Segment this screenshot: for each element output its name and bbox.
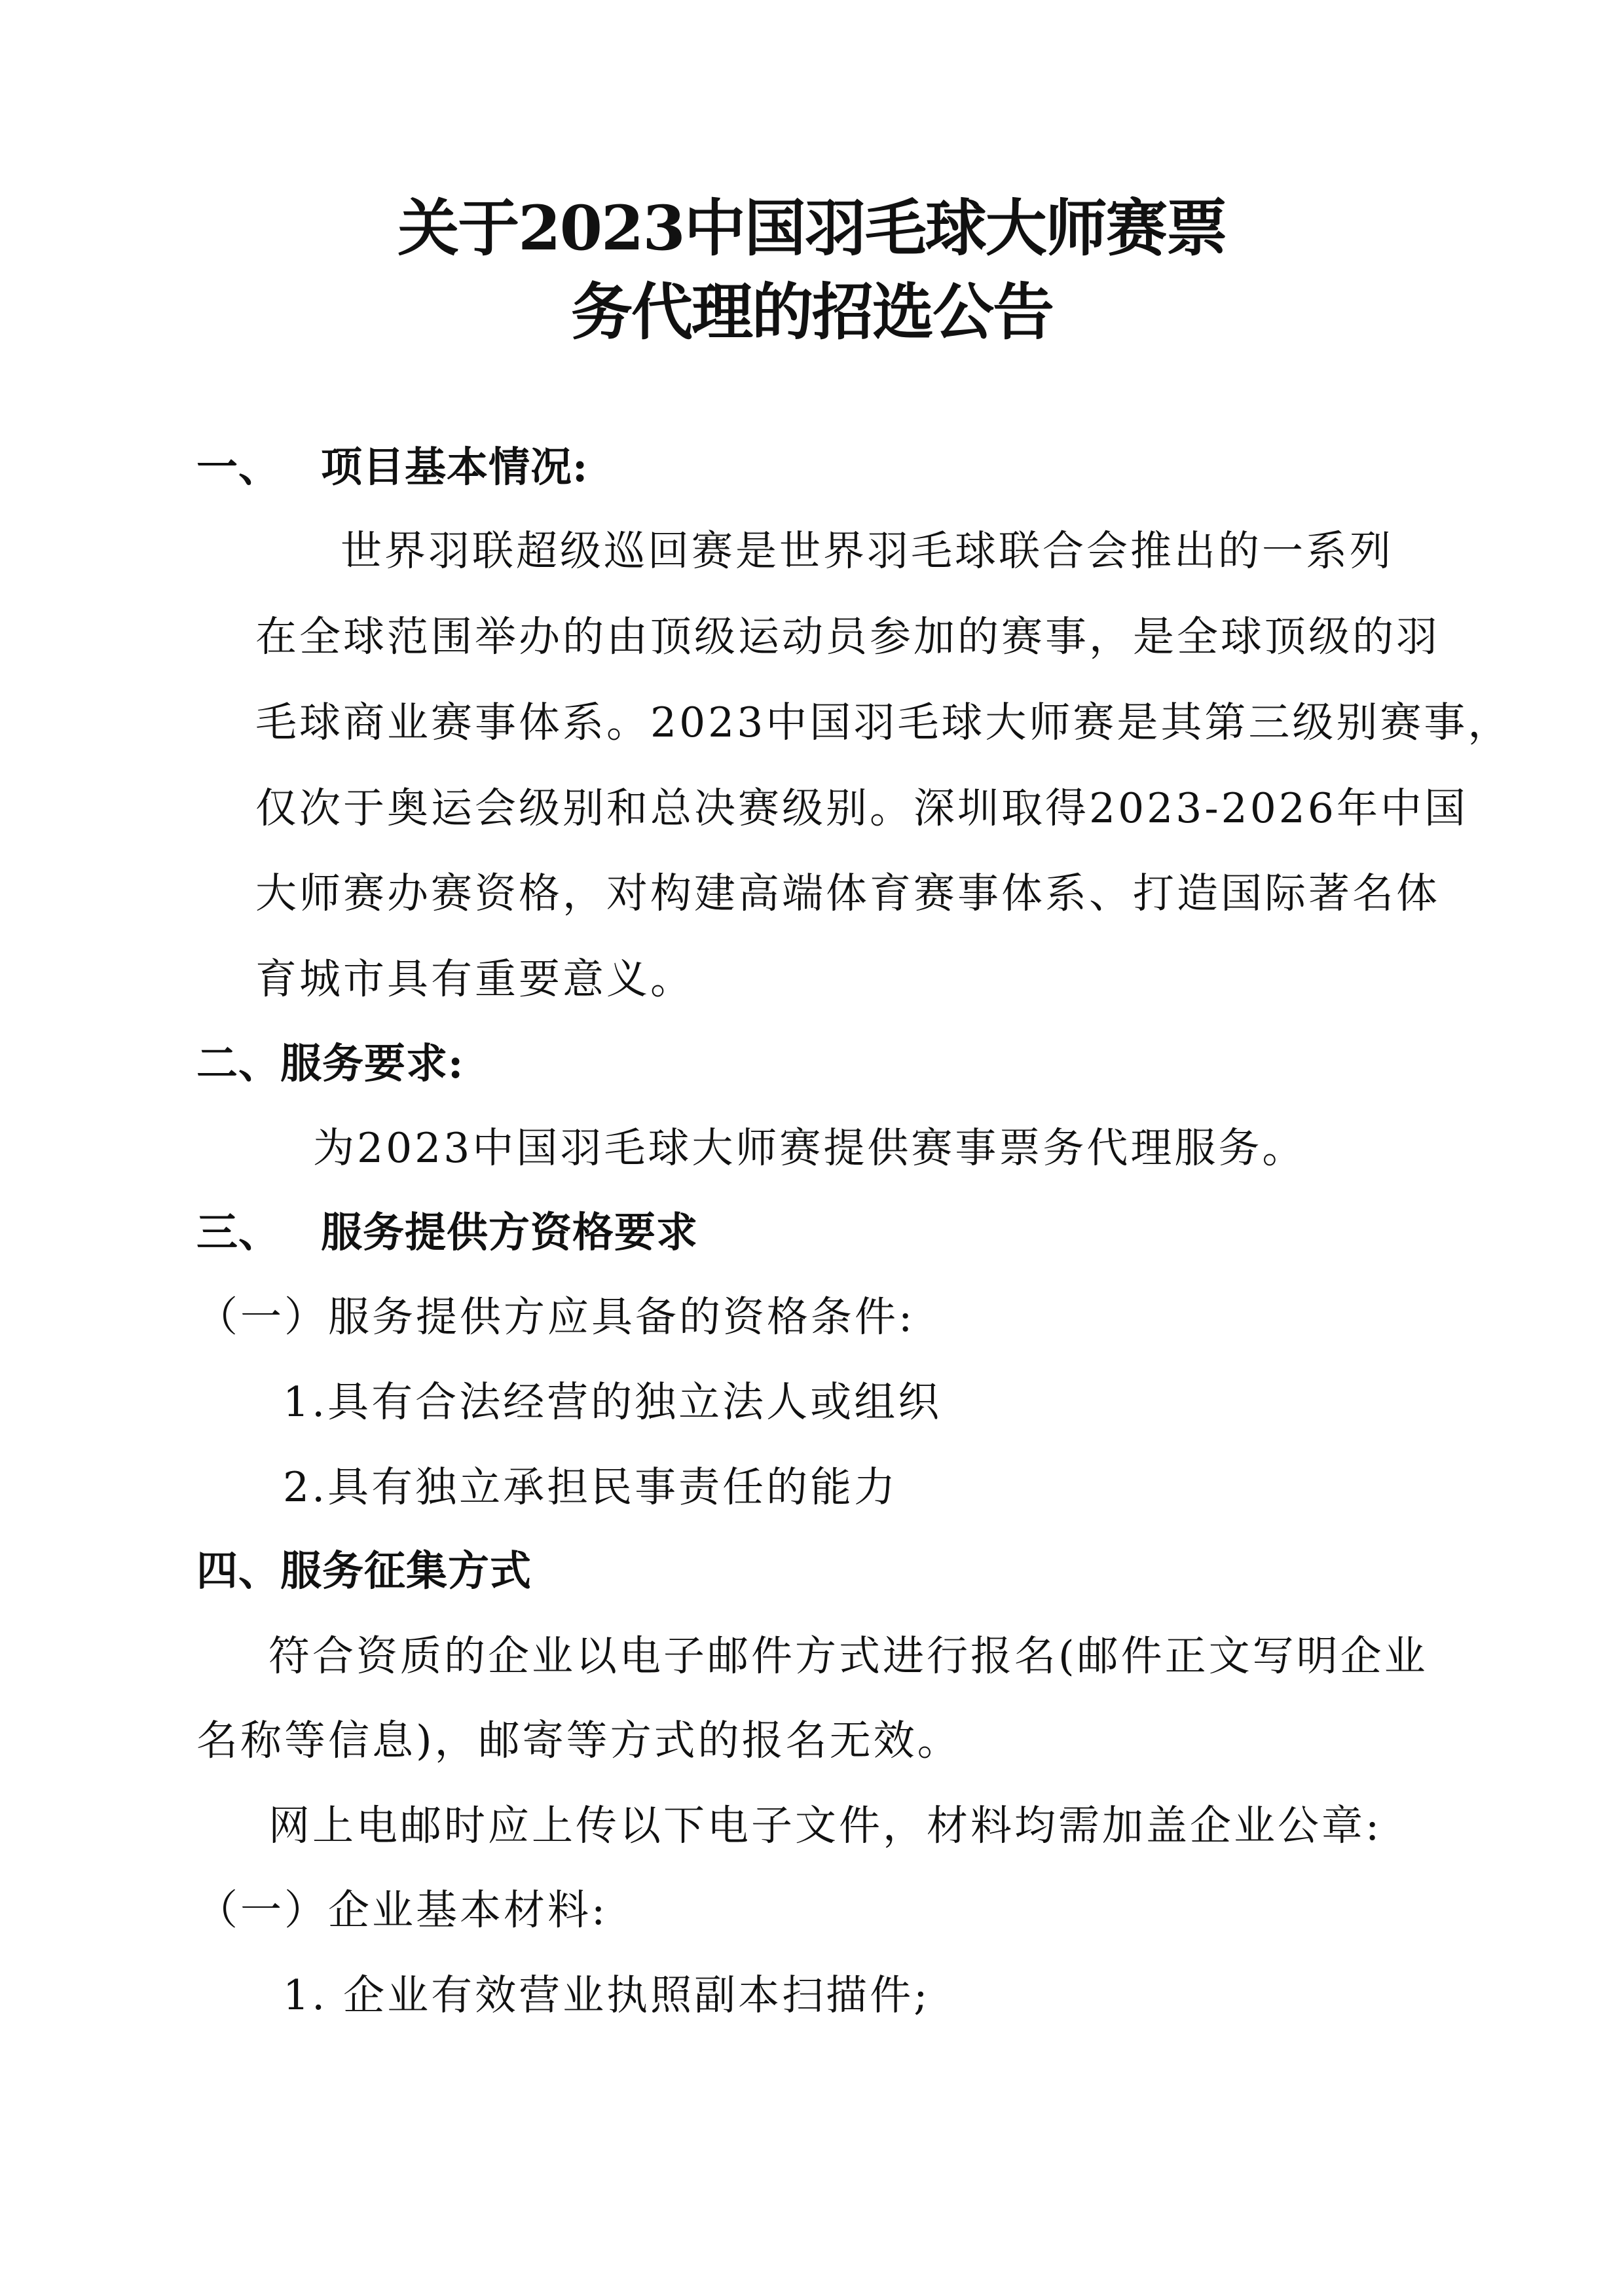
section-3-list-item: 2.具有独立承担民事责任的能力	[283, 1463, 898, 1511]
title-line-2: 务代理的招选公告	[570, 276, 1053, 348]
section-1-paragraph-line: 世界羽联超级巡回赛是世界羽毛球联合会推出的一系列	[341, 527, 1393, 575]
section-3-number: 三、	[196, 1208, 280, 1256]
section-3-list-item: 1.具有合法经营的独立法人或组织	[283, 1378, 942, 1426]
section-4-heading: 四、服务征集方式	[196, 1546, 532, 1595]
title-line-1: 关于2023中国羽毛球大师赛票	[397, 192, 1227, 264]
section-3-heading	[196, 1208, 698, 1256]
section-1-paragraph-line: 毛球商业赛事体系。2023中国羽毛球大师赛是其第三级别赛事，	[255, 699, 1512, 746]
section-1-title: 项目基本情况:	[321, 443, 589, 491]
section-4-subheading: （一）企业基本材料:	[196, 1886, 608, 1934]
section-4-paragraph-line: 符合资质的企业以电子邮件方式进行报名(邮件正文写明企业	[268, 1632, 1428, 1680]
section-4-paragraph-2: 网上电邮时应上传以下电子文件，材料均需加盖企业公章:	[268, 1802, 1382, 1850]
section-1-heading	[196, 443, 589, 491]
section-4-paragraph-line: 名称等信息)，邮寄等方式的报名无效。	[196, 1717, 961, 1764]
section-4-list-item: 1. 企业有效营业执照副本扫描件;	[283, 1971, 931, 2019]
section-3-title: 服务提供方资格要求	[321, 1208, 698, 1256]
section-1-paragraph-line: 在全球范围举办的由顶级运动员参加的赛事，是全球顶级的羽	[255, 613, 1440, 661]
section-1-paragraph-line: 育城市具有重要意义。	[255, 955, 694, 1003]
section-1-paragraph-line: 大师赛办赛资格，对构建高端体育赛事体系、打造国际著名体	[255, 869, 1440, 917]
section-2-heading: 二、服务要求:	[196, 1039, 464, 1087]
section-1-paragraph-line: 仅次于奥运会级别和总决赛级别。深圳取得2023-2026年中国	[255, 784, 1468, 832]
section-3-subheading: （一）服务提供方应具备的资格条件:	[196, 1293, 915, 1341]
section-2-paragraph: 为2023中国羽毛球大师赛提供赛事票务代理服务。	[313, 1124, 1306, 1172]
section-1-number: 一、	[196, 443, 280, 491]
